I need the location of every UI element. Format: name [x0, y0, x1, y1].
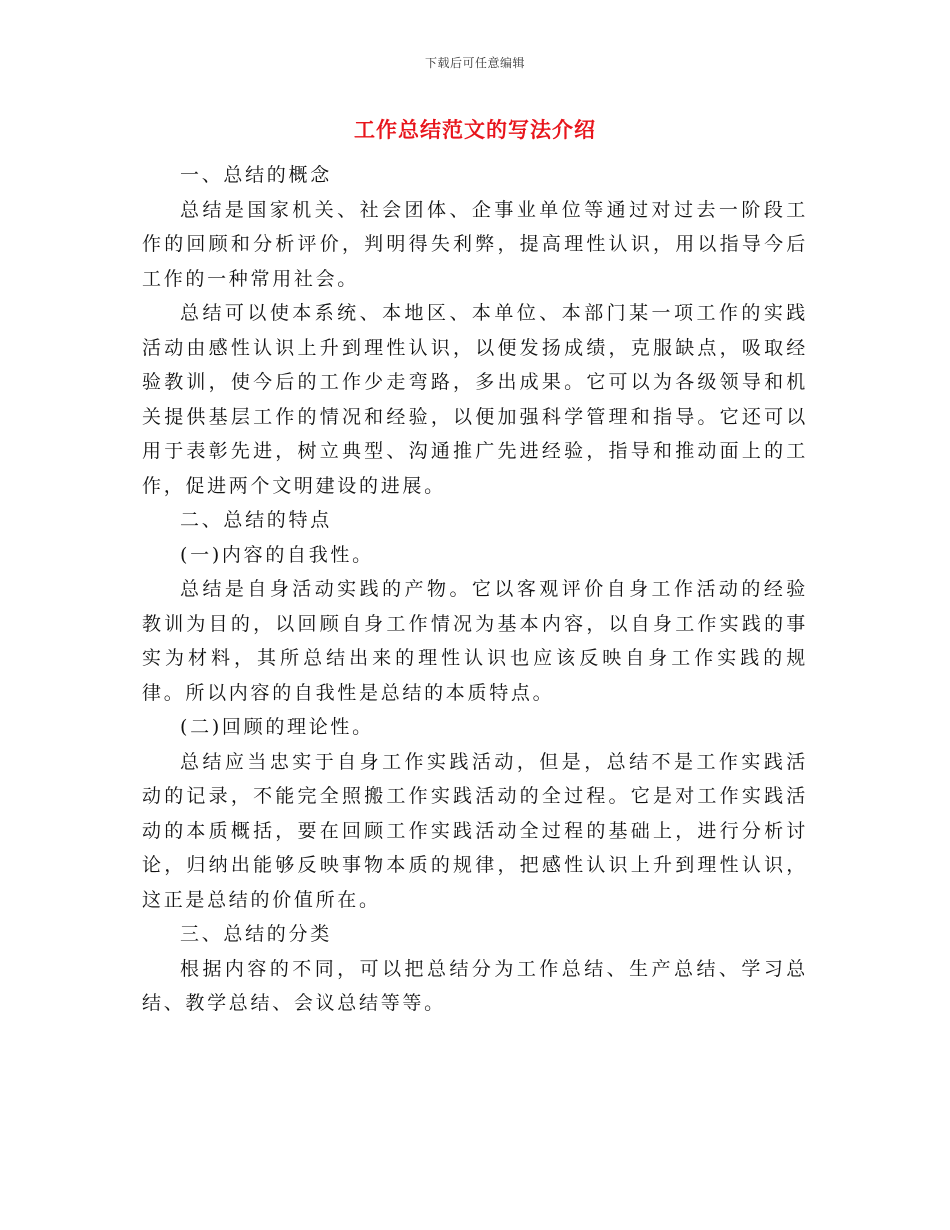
section-heading-concept: 一、总结的概念 [180, 164, 332, 186]
section-heading-features: 二、总结的特点 [180, 509, 332, 531]
subheading-self-nature: (一)内容的自我性。 [180, 543, 374, 566]
paragraph: 总结应当忠实于自身工作实践活动，但是，总结不是工作实践活动的记录，不能完全照搬工作实践活动的全过程。它是对工作实践活动的本质概括，要在回顾工作实践活动全过程的基础上，进行分析讨论，归纳出能够反映事物本质的规律，把感性认识上升到理性认识，这正是总结的价值所在。 [142, 750, 808, 911]
paragraph: 总结是国家机关、社会团体、企事业单位等通过对过去一阶段工作的回顾和分析评价，判明得失利弊，提高理性认识，用以指导今后工作的一种常用社会。 [142, 198, 808, 290]
paragraph: 总结可以使本系统、本地区、本单位、本部门某一项工作的实践活动由感性认识上升到理性认识，以便发扬成绩，克服缺点，吸取经验教训，使今后的工作少走弯路，多出成果。它可以为各级领导和机关提供基层工作的情况和经验，以便加强科学管理和指导。它还可以用于表彰先进，树立典型、沟通推广先进经验，指导和推动面上的工作，促进两个文明建设的进展。 [142, 302, 808, 497]
subheading-theoretical-nature: (二)回顾的理论性。 [180, 716, 374, 738]
document-title: 工作总结范文的写法介绍 [354, 117, 596, 142]
paragraph: 根据内容的不同，可以把总结分为工作总结、生产总结、学习总结、教学总结、会议总结等等。 [142, 957, 808, 1014]
paragraph: 总结是自身活动实践的产物。它以客观评价自身工作活动的经验教训为目的，以回顾自身工作情况为基本内容，以自身工作实践的事实为材料，其所总结出来的理性认识也应该反映自身工作实践的规律。所以内容的自我性是总结的本质特点。 [142, 578, 808, 704]
page-header: 下载后可任意编辑 [424, 56, 525, 70]
document-body [142, 158, 808, 1021]
section-heading-classification: 三、总结的分类 [180, 923, 332, 945]
